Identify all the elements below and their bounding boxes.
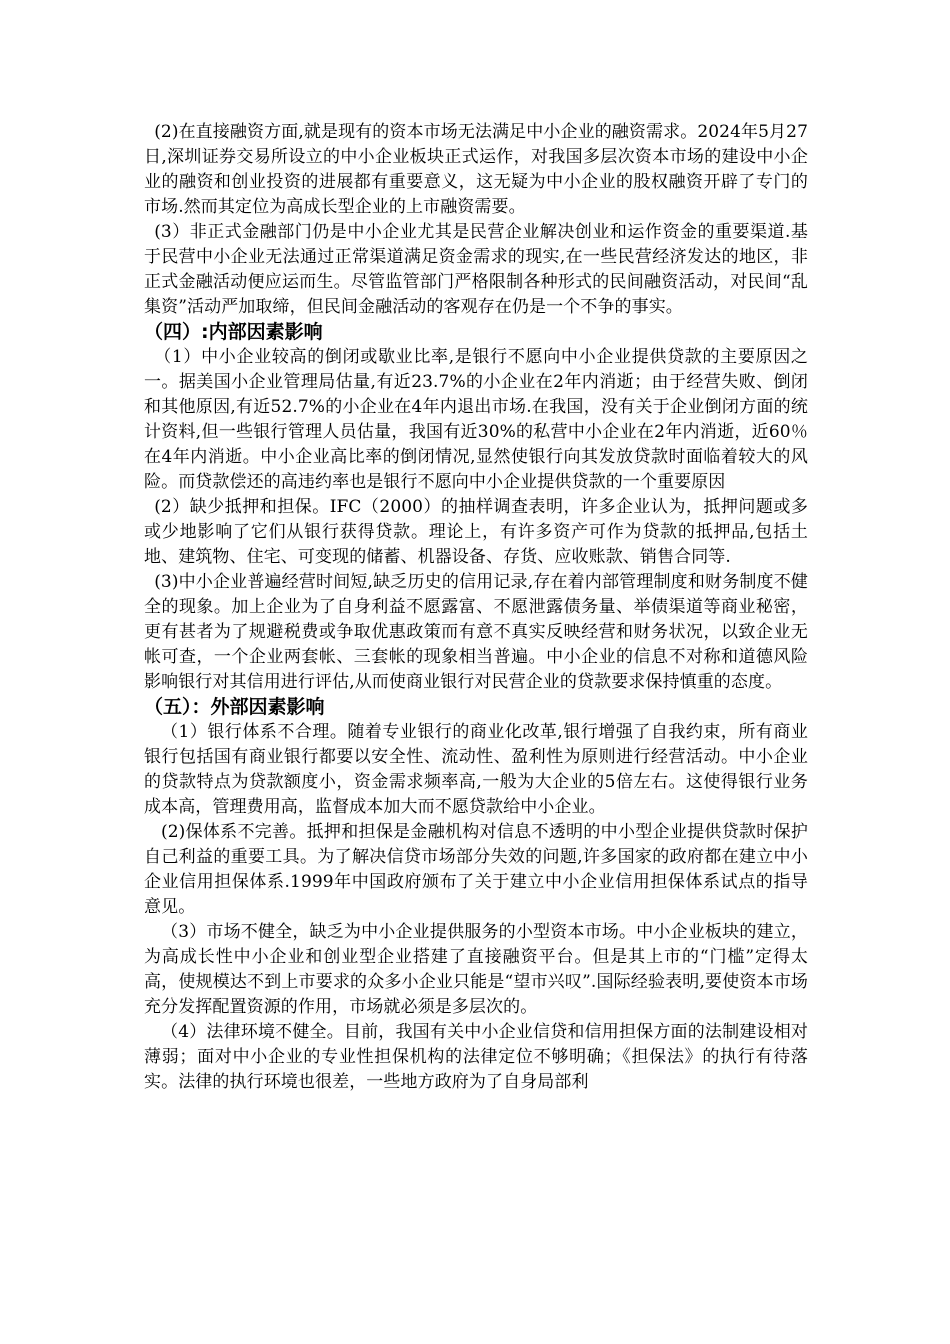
paragraph-credit-record: (3)中小企业普遍经营时间短,缺乏历史的信用记录,存在着内部管理制度和财务制度不健全的现象。加上企业为了自身利益不愿露富、不愿泄露债务量、举债渠道等商业秘密，更有甚者为了规避税费或争取优惠政策而有意不真实反映经营和财务状况，以致企业无帐可查，一个企业两套帐、三套帐的现象相当普遍。中小企业的信息不对称和道德风险影响银行对其信用进行评估,从而使商业银行对民营企业的贷款要求保持慎重的态度。	[144, 572, 808, 692]
paragraph-legal-environment: （4）法律环境不健全。目前，我国有关中小企业信贷和信用担保方面的法制建设相对薄弱；面对中小企业的专业性担保机构的法律定位不够明确；《担保法》的执行有待落实。法律的执行环境也很差，一些地方政府为了自身局部利	[144, 1022, 808, 1092]
paragraph-direct-financing: (2)在直接融资方面,就是现有的资本市场无法满足中小企业的融资需求。2024年5月27日,深圳证券交易所设立的中小企业板块正式运作，对我国多层次资本市场的建设中小企业的融资和创业投资的进展都有重要意义，这无疑为中小企业的股权融资开辟了专门的市场.然而其定位为高成长型企业的上市融资需要。	[144, 122, 808, 217]
paragraph-guarantee-system: (2)保体系不完善。抵押和担保是金融机构对信息不透明的中小型企业提供贷款时保护自己利益的重要工具。为了解决信贷市场部分失效的问题,许多国家的政府都在建立中小企业信用担保体系.1999年中国政府颁布了关于建立中小企业信用担保体系试点的指导意见。	[144, 822, 808, 917]
paragraph-collateral: (2）缺少抵押和担保。IFC（2000）的抽样调查表明，许多企业认为，抵押问题或多或少地影响了它们从银行获得贷款。理论上，有许多资产可作为贷款的抵押品,包括土地、建筑物、住宅、可变现的储蓄、机器设备、存货、应收账款、销售合同等.	[144, 497, 808, 567]
paragraph-capital-market: （3）市场不健全，缺乏为中小企业提供服务的小型资本市场。中小企业板块的建立，为高成长性中小企业和创业型企业搭建了直接融资平台。但是其上市的“门槛”定得太高，使规模达不到上市要求的众多小企业只能是“望市兴叹”.国际经验表明,要使资本市场充分发挥配置资源的作用，市场就必须是多层次的。	[144, 922, 808, 1017]
section-heading-external-factors: （五）：外部因素影响	[144, 696, 325, 718]
paragraph-banking-system: （1）银行体系不合理。随着专业银行的商业化改革,银行增强了自我约束，所有商业银行包括国有商业银行都要以安全性、流动性、盈利性为原则进行经营活动。中小企业的贷款特点为贷款额度小，资金需求频率高,一般为大企业的5倍左右。这使得银行业务成本高，管理费用高，监督成本加大而不愿贷款给中小企业。	[144, 722, 808, 817]
document-body	[144, 120, 808, 1095]
section-heading-internal-factors: （四）:内部因素影响	[144, 321, 323, 343]
paragraph-informal-finance: (3）非正式金融部门仍是中小企业尤其是民营企业解决创业和运作资金的重要渠道.基于民营中小企业无法通过正常渠道满足资金需求的现实,在一些民营经济发达的地区，非正式金融活动便应运而生。尽管监管部门严格限制各种形式的民间融资活动，对民间“乱集资”活动严加取缔，但民间金融活动的客观存在仍是一个不争的事实。	[144, 222, 808, 317]
paragraph-failure-rate: （1）中小企业较高的倒闭或歇业比率,是银行不愿向中小企业提供贷款的主要原因之一。据美国小企业管理局估量,有近23.7%的小企业在2年内消逝；由于经营失败、倒闭和其他原因,有近52.7%的小企业在4年内退出市场.在我国，没有关于企业倒闭方面的统计资料,但一些银行管理人员估量，我国有近30%的私营中小企业在2年内消逝，近60％在4年内消逝。中小企业高比率的倒闭情况,显然使银行向其发放贷款时面临着较大的风险。而贷款偿还的高违约率也是银行不愿向中小企业提供贷款的一个重要原因	[144, 347, 808, 492]
